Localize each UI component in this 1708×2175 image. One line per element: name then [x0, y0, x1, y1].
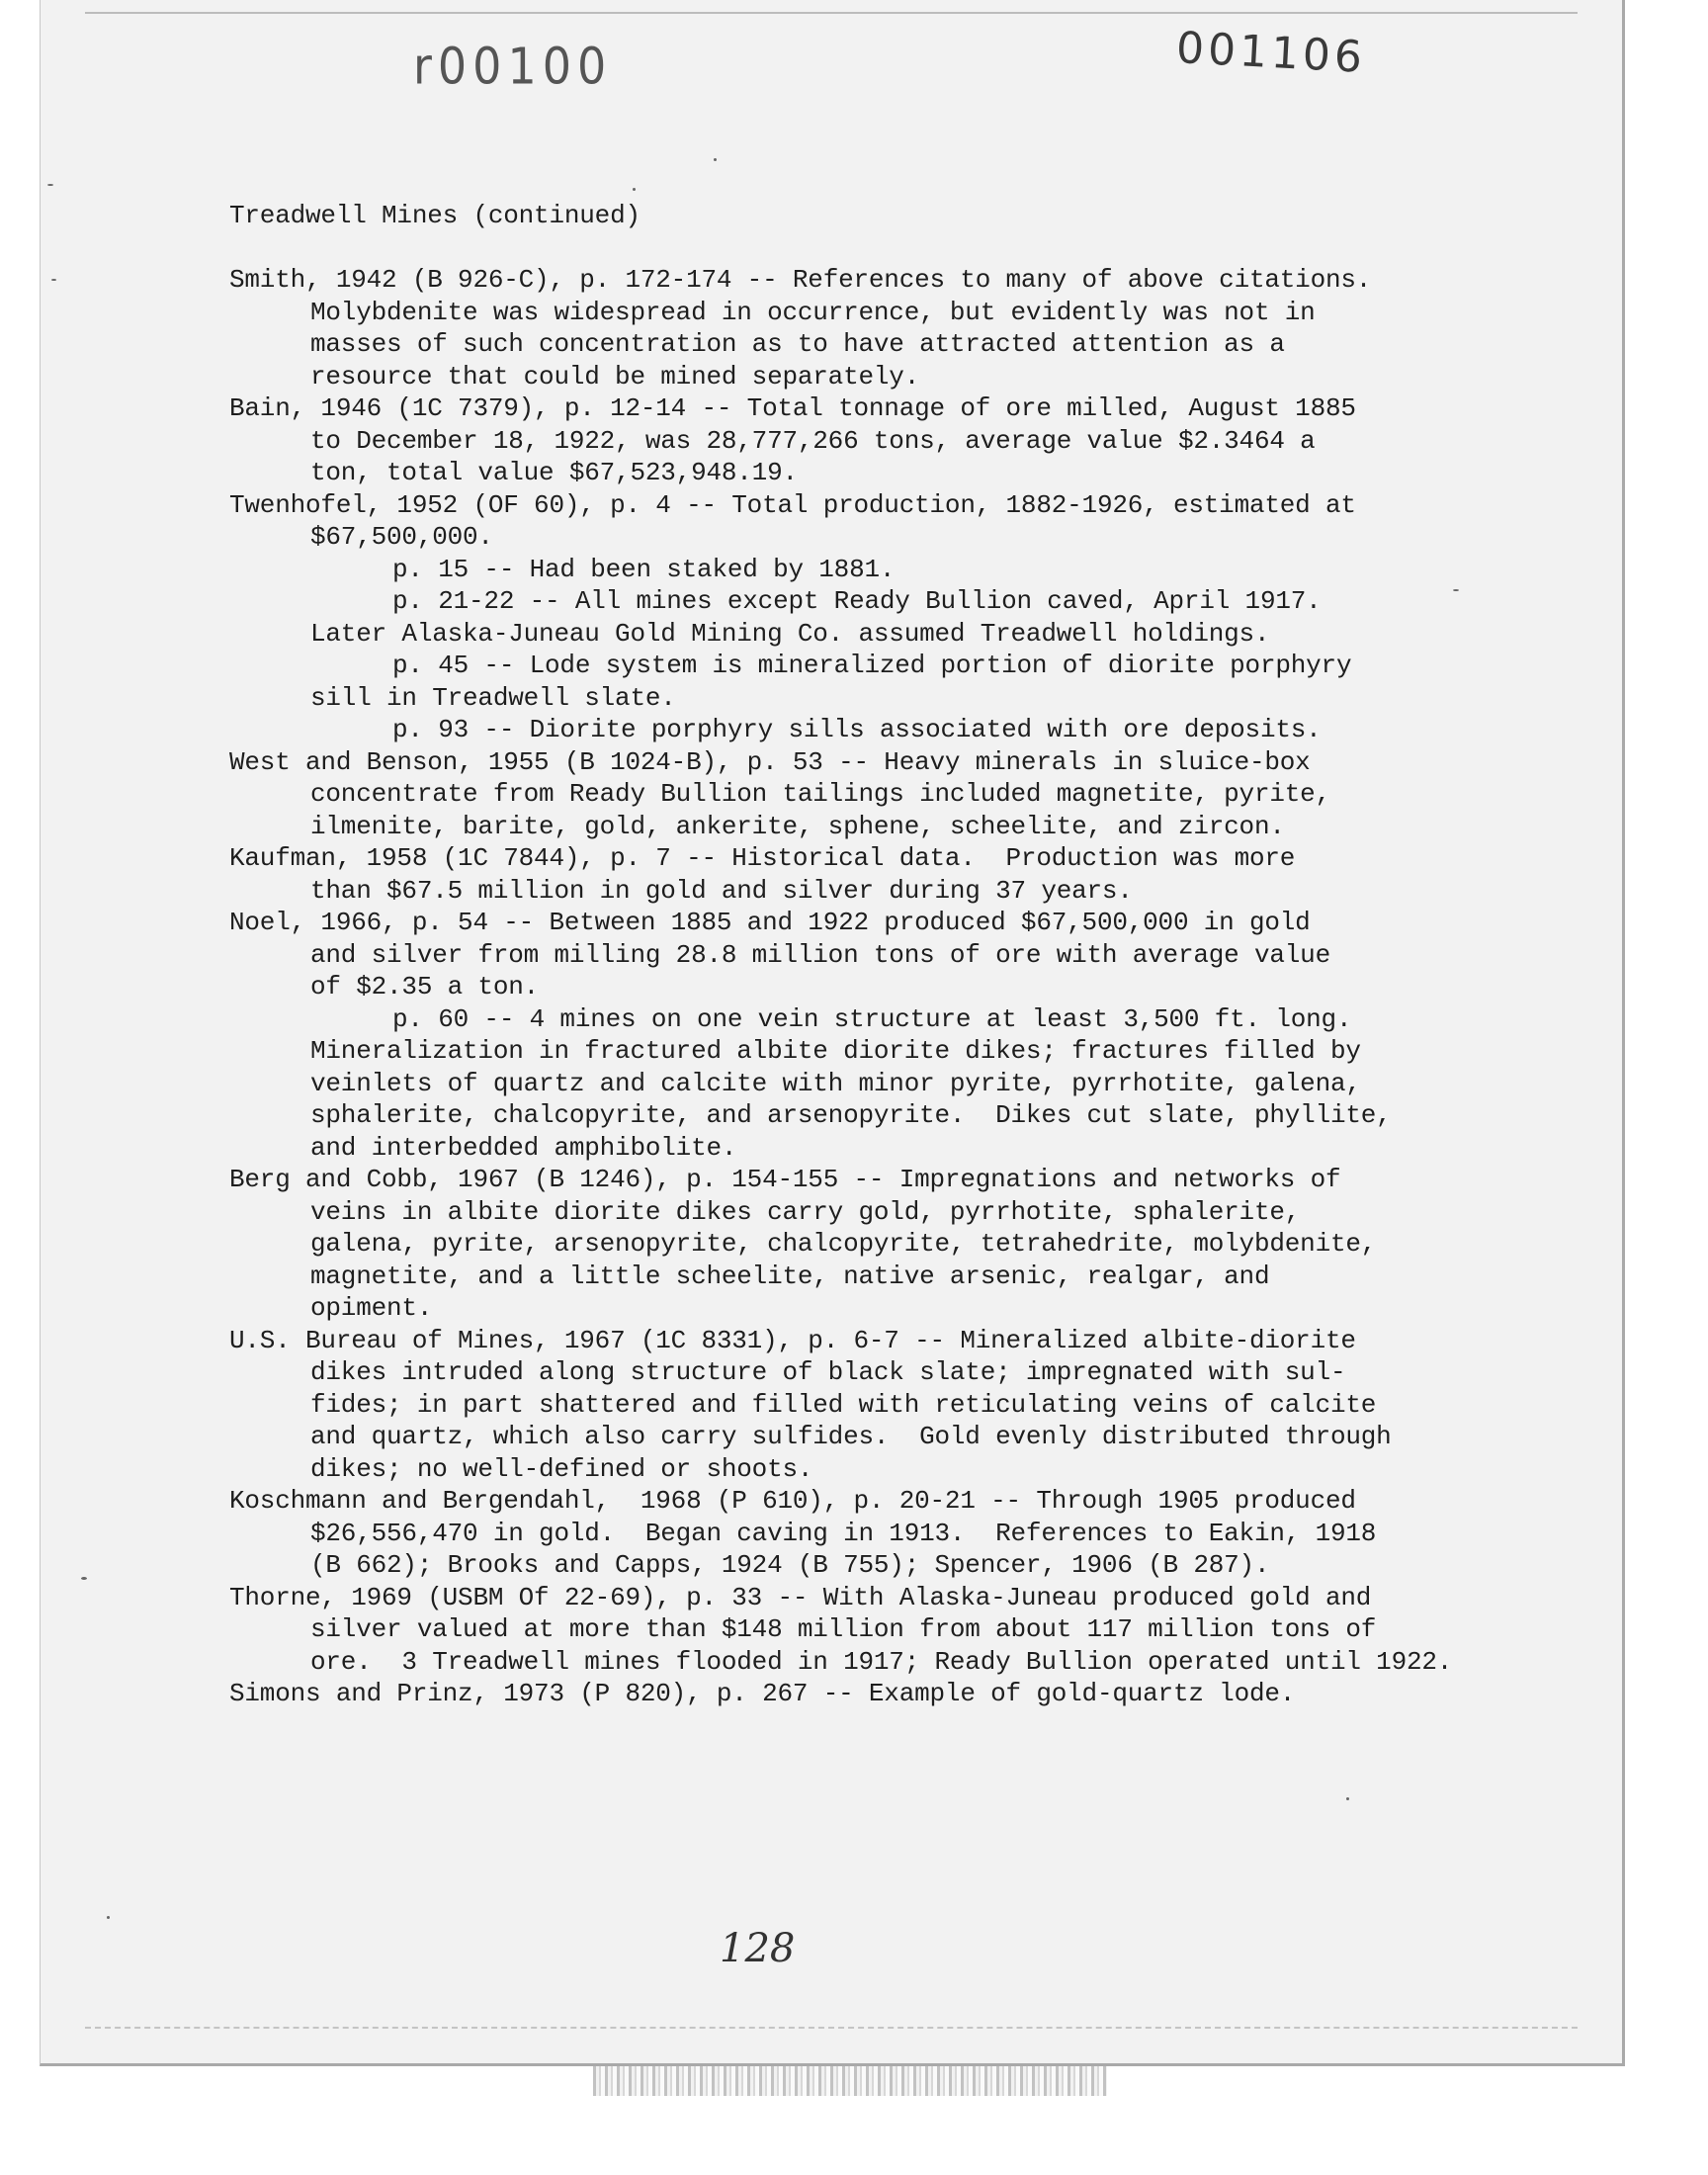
scan-speck — [47, 184, 53, 186]
citation-continuation-line: sill in Treadwell slate. — [310, 682, 676, 713]
citation-continuation-line: sphalerite, chalcopyrite, and arsenopyrite. Dikes cut slate, phyllite, — [310, 1100, 1392, 1130]
citation-line: West and Benson, 1955 (B 1024-B), p. 53 -- Heavy minerals in sluice-box — [229, 746, 1311, 777]
scan-speck — [714, 158, 717, 161]
citation-continuation-line: veins in albite diorite dikes carry gold, pyrrhotite, sphalerite, — [310, 1196, 1301, 1227]
citation-continuation-line: of $2.35 a ton. — [310, 972, 540, 1001]
citation-line: Bain, 1946 (1C 7379), p. 12-14 -- Total tonnage of ore milled, August 1885 — [229, 393, 1356, 423]
citation-continuation-line: than $67.5 million in gold and silver during 37 years. — [310, 875, 1133, 906]
citation-continuation-line: p. 60 -- 4 mines on one vein structure at least 3,500 ft. long. — [392, 1003, 1352, 1034]
citation-continuation-line: p. 21-22 -- All mines except Ready Bullion caved, April 1917. — [392, 586, 1322, 616]
citation-line: Koschmann and Bergendahl, 1968 (P 610), p. 20-21 -- Through 1905 produced — [229, 1486, 1356, 1516]
citation-continuation-line: ton, total value $67,523,948.19. — [310, 458, 798, 487]
bottom-edge-line — [85, 2027, 1578, 2029]
scan-speck — [107, 1916, 110, 1919]
scan-speck — [1346, 1797, 1349, 1800]
citation-continuation-line: p. 45 -- Lode system is mineralized portion of diorite porphyry — [392, 651, 1352, 680]
citation-line: Twenhofel, 1952 (OF 60), p. 4 -- Total production, 1882-1926, estimated at — [229, 489, 1356, 520]
reference-lines — [229, 264, 1583, 1710]
citation-continuation-line: Later Alaska-Juneau Gold Mining Co. assumed Treadwell holdings. — [310, 618, 1270, 649]
page-number: 128 — [720, 1926, 796, 1971]
citation-line: Kaufman, 1958 (1C 7844), p. 7 -- Historical data. Production was more — [229, 843, 1296, 873]
citation-continuation-line: fides; in part shattered and filled with reticulating veins of calcite — [310, 1389, 1377, 1420]
citation-continuation-line: to December 18, 1922, was 28,777,266 tons, average value $2.3464 a — [310, 425, 1316, 456]
citation-continuation-line: and quartz, which also carry sulfides. Gold evenly distributed through — [310, 1422, 1392, 1451]
document-body — [229, 200, 1583, 1710]
document-stamp-right: 001106 — [1174, 23, 1368, 83]
citation-continuation-line: ilmenite, barite, gold, ankerite, sphene, scheelite, and zircon. — [310, 811, 1285, 841]
document-stamp-left: r00100 — [413, 37, 613, 96]
scan-barcode-strip — [593, 2066, 1107, 2096]
citation-continuation-line: resource that could be mined separately. — [310, 361, 920, 392]
scan-speck — [81, 1577, 87, 1580]
citation-continuation-line: concentrate from Ready Bullion tailings included magnetite, pyrite, — [310, 779, 1330, 809]
citation-line: Thorne, 1969 (USBM Of 22-69), p. 33 -- With Alaska-Juneau produced gold and — [229, 1582, 1372, 1612]
citation-continuation-line: masses of such concentration as to have attracted attention as a — [310, 329, 1285, 359]
citation-continuation-line: silver valued at more than $148 million from about 117 million tons of — [310, 1614, 1377, 1644]
section-heading: Treadwell Mines (continued) — [229, 201, 640, 230]
citation-continuation-line: p. 15 -- Had been staked by 1881. — [392, 554, 896, 584]
citation-continuation-line: magnetite, and a little scheelite, native arsenic, realgar, and — [310, 1261, 1270, 1291]
citation-continuation-line: opiment. — [310, 1293, 433, 1323]
citation-continuation-line: $26,556,470 in gold. Began caving in 1913. References to Eakin, 1918 — [310, 1518, 1377, 1548]
citation-continuation-line: Molybdenite was widespread in occurrence, but evidently was not in — [310, 297, 1316, 327]
citation-continuation-line: $67,500,000. — [310, 522, 493, 552]
citation-line: U.S. Bureau of Mines, 1967 (1C 8331), p. 6-7 -- Mineralized albite-diorite — [229, 1325, 1356, 1355]
scan-speck — [51, 279, 56, 281]
citation-continuation-line: veinlets of quartz and calcite with minor pyrite, pyrrhotite, galena, — [310, 1068, 1361, 1098]
citation-continuation-line: (B 662); Brooks and Capps, 1924 (B 755); Spencer, 1906 (B 287). — [310, 1550, 1270, 1580]
citation-continuation-line: and silver from milling 28.8 million tons of ore with average value — [310, 939, 1330, 970]
scan-speck — [633, 188, 636, 191]
citation-continuation-line: galena, pyrite, arsenopyrite, chalcopyrite, tetrahedrite, molybdenite, — [310, 1229, 1377, 1259]
citation-continuation-line: ore. 3 Treadwell mines flooded in 1917; Ready Bullion operated until 1922. — [310, 1646, 1453, 1677]
citation-continuation-line: p. 93 -- Diorite porphyry sills associated with ore deposits. — [392, 715, 1322, 744]
scan-speck — [1453, 589, 1459, 591]
top-edge-line — [85, 12, 1578, 14]
citation-continuation-line: dikes; no well-defined or shoots. — [310, 1453, 813, 1484]
citation-line: Berg and Cobb, 1967 (B 1246), p. 154-155 -- Impregnations and networks of — [229, 1165, 1341, 1194]
citation-line: Smith, 1942 (B 926-C), p. 172-174 -- References to many of above citations. — [229, 265, 1372, 295]
citation-continuation-line: dikes intruded along structure of black slate; impregnated with sul- — [310, 1357, 1346, 1387]
citation-continuation-line: Mineralization in fractured albite diorite dikes; fractures filled by — [310, 1036, 1361, 1066]
citation-continuation-line: and interbedded amphibolite. — [310, 1132, 737, 1163]
citation-line: Simons and Prinz, 1973 (P 820), p. 267 -- Example of gold-quartz lode. — [229, 1679, 1296, 1708]
citation-line: Noel, 1966, p. 54 -- Between 1885 and 1922 produced $67,500,000 in gold — [229, 908, 1311, 937]
